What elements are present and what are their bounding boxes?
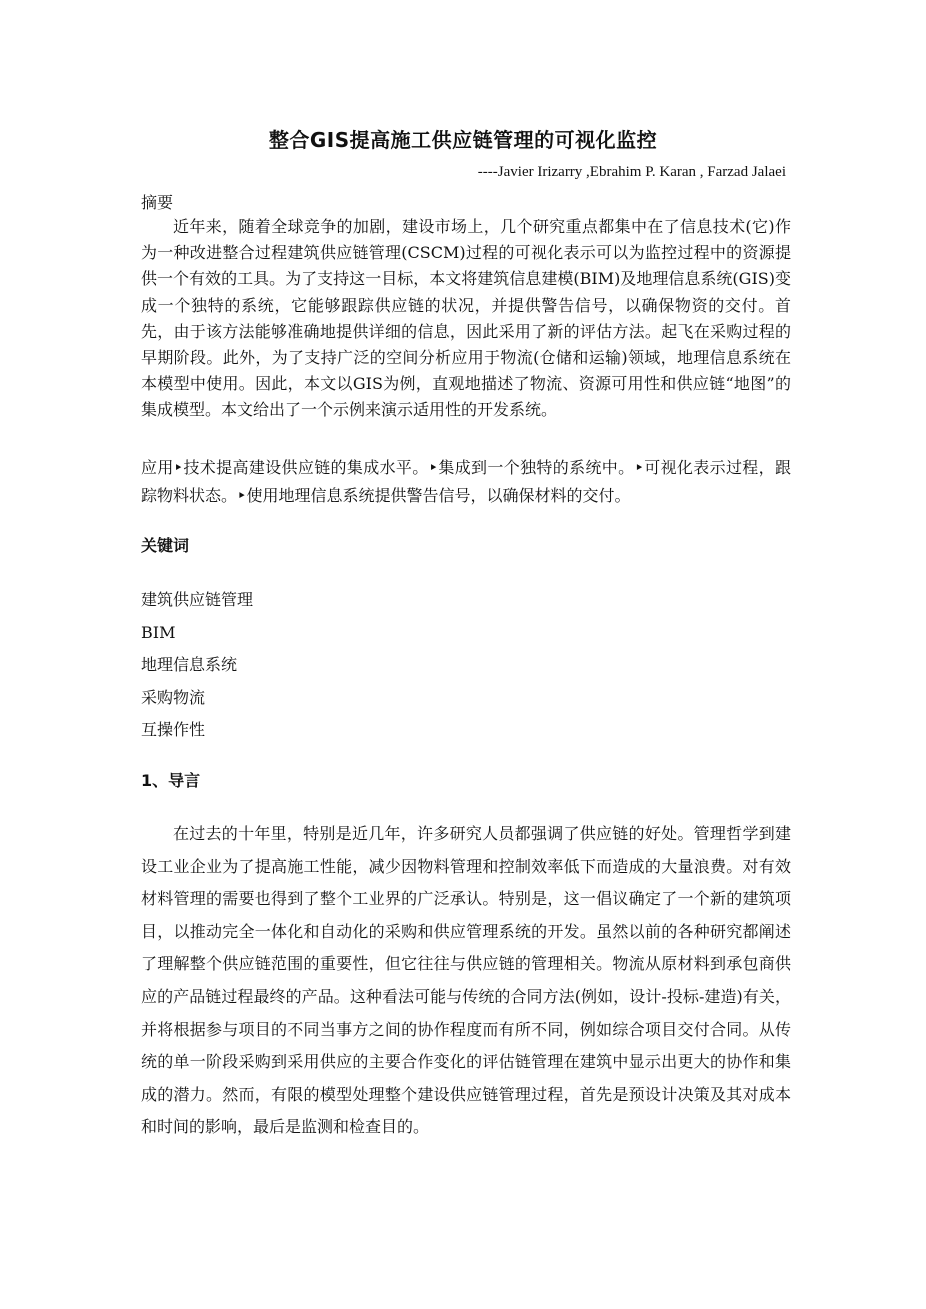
section-heading-introduction: 1、导言 bbox=[141, 771, 201, 790]
keywords-heading: 关键词 bbox=[141, 536, 190, 555]
keyword-item: 互操作性 bbox=[141, 720, 206, 740]
document-authors: ----Javier Irizarry ,Ebrahim P. Karan , Farzad Jalaei bbox=[477, 164, 786, 180]
keyword-item: 地理信息系统 bbox=[141, 655, 238, 675]
abstract-label: 摘要 bbox=[141, 193, 174, 212]
document-title: 整合GIS提高施工供应链管理的可视化监控 bbox=[268, 128, 658, 152]
keyword-item: 建筑供应链管理 bbox=[141, 590, 254, 609]
keywords-list bbox=[141, 584, 791, 747]
keyword-item: 采购物流 bbox=[141, 687, 206, 707]
keyword-item: BIM bbox=[141, 622, 176, 642]
highlights-paragraph: 应用‣技术提高建设供应链的集成水平。‣集成到一个独特的系统中。‣可视化表示过程，跟踪物料状态。‣使用地理信息系统提供警告信号，以确保材料的交付。 bbox=[141, 458, 791, 505]
abstract-paragraph: 近年来，随着全球竞争的加剧，建设市场上，几个研究重点都集中在了信息技术(它)作为一种改进整合过程建筑供应链管理(CSCM)过程的可视化表示可以为监控过程中的资源提供一个有效的工具。为了支持这一目标，本文将建筑信息建模(BIM)及地理信息系统(GIS)变成一个独特的系统，它能够跟踪供应链的状况，并提供警告信号，以确保物资的交付。首先，由于该方法能够准确地提供详细的信息，因此采用了新的评估方法。起飞在采购过程的早期阶段。此外，为了支持广泛的空间分析应用于物流(仓储和运输)领域，地理信息系统在本模型中使用。因此，本文以GIS为例，直观地描述了物流、资源可用性和供应链“地图”的集成模型。本文给出了一个示例来演示适用性的开发系统。 bbox=[141, 217, 791, 420]
introduction-paragraph: 在过去的十年里，特别是近几年，许多研究人员都强调了供应链的好处。管理哲学到建设工业企业为了提高施工性能，减少因物料管理和控制效率低下而造成的大量浪费。对有效材料管理的需要也得到了整个工业界的广泛承认。特别是，这一倡议确定了一个新的建筑项目，以推动完全一体化和自动化的采购和供应管理系统的开发。虽然以前的各种研究都阐述了理解整个供应链范围的重要性，但它往往与供应链的管理相关。物流从原材料到承包商供应的产品链过程最终的产品。这种看法可能与传统的合同方法(例如，设计-投标-建造)有关，并将根据参与项目的不同当事方之间的协作程度而有所不同，例如综合项目交付合同。从传统的单一阶段采购到采用供应的主要合作变化的评估链管理在建筑中显示出更大的协作和集成的潜力。然而，有限的模型处理整个建设供应链管理过程，首先是预设计决策及其对成本和时间的影响，最后是监测和检查目的。 bbox=[141, 824, 791, 1137]
